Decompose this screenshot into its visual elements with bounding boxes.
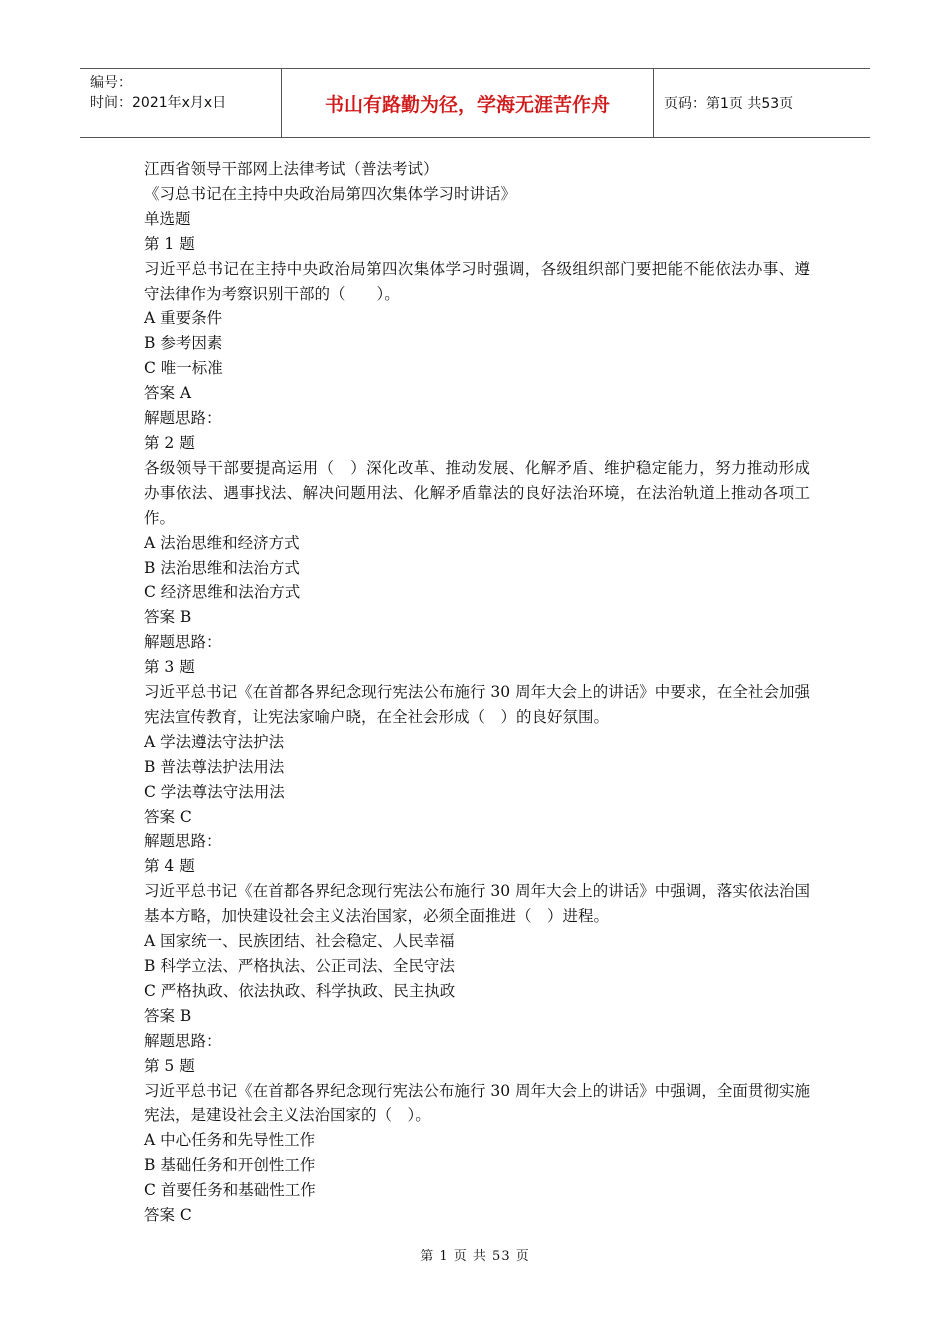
option-c: C 严格执政、依法执政、科学执政、民主执政: [144, 981, 456, 1000]
question-text: 习近平总书记在主持中央政治局第四次集体学习时强调，各级组织部门要把能不能依法办事、遵守法律作为考察识别干部的（ ）。: [144, 259, 810, 303]
option-c: C 学法尊法守法用法: [144, 782, 285, 801]
page-header: [80, 68, 870, 138]
analysis-label: 解题思路：: [144, 832, 222, 851]
analysis-label: 解题思路：: [144, 633, 222, 652]
question-text: 各级领导干部要提高运用（ ）深化改革、推动发展、化解矛盾、维护稳定能力，努力推动形成办事依法、遇事找法、解决问题用法、化解矛盾靠法的良好法治环境，在法治轨道上推动各项工作。: [144, 458, 810, 527]
header-page-info: 页码：第1页 共53页: [664, 96, 794, 112]
question-2: [144, 431, 810, 655]
page-footer: 第 1 页 共 53 页: [420, 1249, 530, 1264]
question-text: 习近平总书记《在首都各界纪念现行宪法公布施行 30 周年大会上的讲话》中强调，全面贯彻实施宪法，是建设社会主义法治国家的（ ）。: [144, 1081, 810, 1125]
answer: 答案 A: [144, 384, 192, 403]
header-meta: [80, 69, 282, 137]
option-a: A 学法遵法守法护法: [144, 732, 285, 751]
doc-number-label: 编号：: [90, 75, 132, 91]
section-heading: 单选题: [144, 209, 191, 228]
question-number: 第 1 题: [144, 234, 195, 253]
option-b: B 普法尊法护法用法: [144, 757, 285, 776]
answer: 答案 C: [144, 1206, 192, 1225]
question-number: 第 5 题: [144, 1056, 195, 1075]
answer: 答案 C: [144, 807, 192, 826]
question-1: [144, 232, 810, 431]
question-5: [144, 1054, 810, 1228]
analysis-label: 解题思路：: [144, 409, 222, 428]
analysis-label: 解题思路：: [144, 1031, 222, 1050]
document-body: [144, 157, 810, 1228]
doc-time-label: 时间：2021年x月x日: [90, 95, 227, 111]
doc-subtitle: 《习总书记在主持中央政治局第四次集体学习时讲话》: [144, 184, 517, 203]
answer: 答案 B: [144, 608, 192, 627]
option-c: C 经济思维和法治方式: [144, 583, 301, 602]
question-text: 习近平总书记《在首都各界纪念现行宪法公布施行 30 周年大会上的讲话》中强调，落实依法治国基本方略，加快建设社会主义法治国家，必须全面推进（ ）进程。: [144, 882, 810, 926]
option-a: A 中心任务和先导性工作: [144, 1131, 316, 1150]
option-a: A 法治思维和经济方式: [144, 533, 300, 552]
question-number: 第 4 题: [144, 857, 195, 876]
option-b: B 基础任务和开创性工作: [144, 1156, 316, 1175]
option-a: A 国家统一、民族团结、社会稳定、人民幸福: [144, 932, 455, 951]
answer: 答案 B: [144, 1006, 192, 1025]
option-b: B 参考因素: [144, 334, 223, 353]
option-c: C 首要任务和基础性工作: [144, 1181, 316, 1200]
header-motto: 书山有路勤为径，学海无涯苦作舟: [282, 69, 654, 137]
question-3: [144, 655, 810, 854]
option-c: C 唯一标准: [144, 359, 223, 378]
option-a: A 重要条件: [144, 309, 223, 328]
question-number: 第 2 题: [144, 433, 195, 452]
question-text: 习近平总书记《在首都各界纪念现行宪法公布施行 30 周年大会上的讲话》中要求，在全社会加强宪法宣传教育，让宪法家喻户晓，在全社会形成（ ）的良好氛围。: [144, 683, 810, 726]
option-b: B 法治思维和法治方式: [144, 558, 300, 577]
doc-title: 江西省领导干部网上法律考试（普法考试）: [144, 160, 439, 178]
question-number: 第 3 题: [144, 658, 195, 677]
question-4: [144, 854, 810, 1053]
option-b: B 科学立法、严格执法、公正司法、全民守法: [144, 957, 455, 975]
